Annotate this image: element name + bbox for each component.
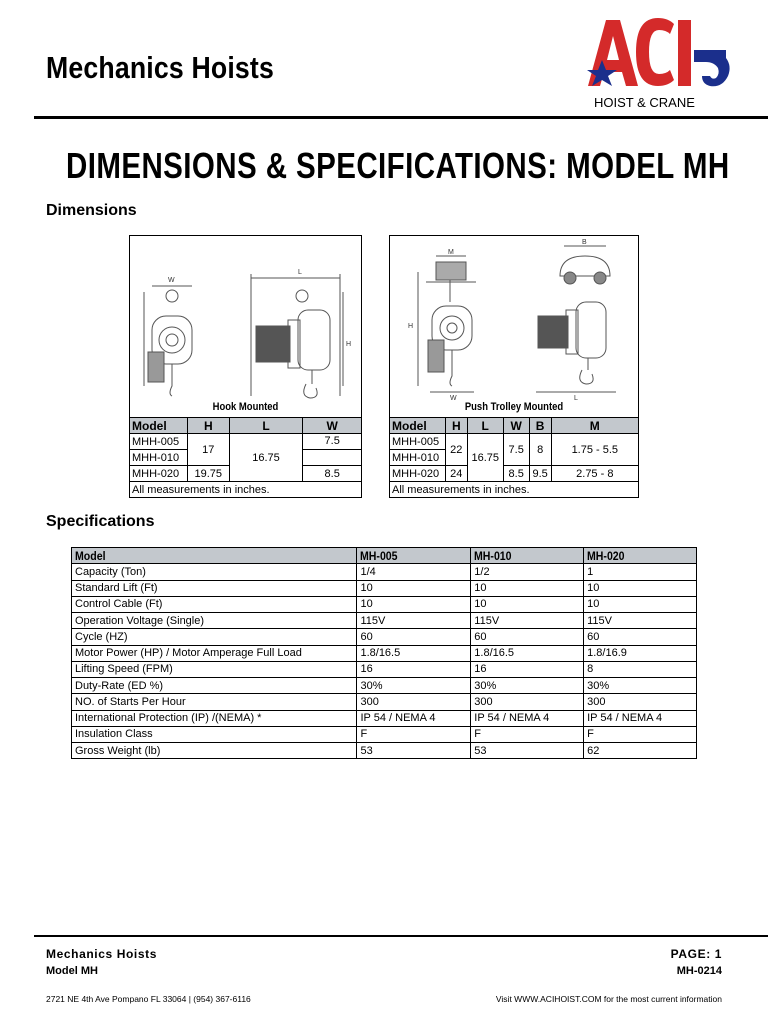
spec-value-cell: F <box>357 726 471 742</box>
table-row <box>72 694 697 710</box>
measurement-note: All measurements in inches. <box>390 482 639 498</box>
table-row: MHH-005 17 16.75 7.5 <box>130 434 362 450</box>
col-l: L <box>467 418 503 434</box>
spec-value-cell: 30% <box>357 678 471 694</box>
spec-label-cell: Cycle (HZ) <box>72 629 357 645</box>
table-row <box>72 645 697 661</box>
hook-mounted-caption: Hook Mounted <box>212 401 279 413</box>
spec-label-cell: Motor Power (HP) / Motor Amperage Full Load <box>72 645 357 661</box>
spec-value-cell: 60 <box>584 629 697 645</box>
dimensions-label: Dimensions <box>46 202 137 219</box>
spec-value-cell: 10 <box>357 596 471 612</box>
col-w: W <box>503 418 529 434</box>
spec-label-cell: Insulation Class <box>72 726 357 742</box>
spec-value-cell: 16 <box>471 661 584 677</box>
table-row <box>72 743 697 759</box>
spec-value-cell: 1.8/16.5 <box>471 645 584 661</box>
table-row: MHH-010 <box>130 450 362 466</box>
spec-label-cell: NO. of Starts Per Hour <box>72 694 357 710</box>
svg-text:B: B <box>582 239 587 246</box>
svg-text:W: W <box>450 395 457 402</box>
table-row <box>72 596 697 612</box>
page-number: PAGE: 1 <box>670 947 722 961</box>
spec-label-cell: International Protection (IP) /(NEMA) * <box>72 710 357 726</box>
page-title: DIMENSIONS & SPECIFICATIONS: MODEL MH <box>66 145 730 186</box>
hook-mounted-panel <box>129 235 362 498</box>
spec-value-cell: 10 <box>471 580 584 596</box>
spec-value-cell: IP 54 / NEMA 4 <box>471 710 584 726</box>
table-row <box>72 580 697 596</box>
logo-subtitle: HOIST & CRANE <box>594 95 695 110</box>
spec-value-cell: 1/2 <box>471 564 584 580</box>
spec-value-cell: 60 <box>471 629 584 645</box>
table-row <box>72 613 697 629</box>
col-model: Model <box>130 418 188 434</box>
spec-value-cell: 16 <box>357 661 471 677</box>
spec-label-cell: Standard Lift (Ft) <box>72 580 357 596</box>
spec-value-cell: F <box>471 726 584 742</box>
svg-text:H: H <box>408 323 414 330</box>
table-row <box>72 629 697 645</box>
footer-model: Model MH <box>46 965 98 977</box>
spec-label-cell: Lifting Speed (FPM) <box>72 661 357 677</box>
svg-text:W: W <box>168 277 175 284</box>
push-trolley-panel <box>389 235 639 498</box>
svg-text:L: L <box>298 269 302 276</box>
spec-value-cell: 10 <box>471 596 584 612</box>
table-row <box>72 678 697 694</box>
table-row <box>72 661 697 677</box>
spec-value-cell: 53 <box>471 743 584 759</box>
spec-value-cell: 1/4 <box>357 564 471 580</box>
push-trolley-caption: Push Trolley Mounted <box>464 401 564 413</box>
hook-mounted-table <box>129 417 362 498</box>
spec-value-cell: 10 <box>584 596 697 612</box>
svg-text:H: H <box>346 341 352 348</box>
table-row: MHH-020 24 8.5 9.5 2.75 - 8 <box>390 466 639 482</box>
spec-value-cell: 30% <box>584 678 697 694</box>
push-trolley-table <box>389 417 639 498</box>
table-row: MHH-005 22 16.75 7.5 8 1.75 - 5.5 <box>390 434 639 450</box>
footer-brand: Mechanics Hoists <box>46 947 157 961</box>
spec-label-cell: Control Cable (Ft) <box>72 596 357 612</box>
spec-label-cell: Gross Weight (lb) <box>72 743 357 759</box>
spec-label-cell: Duty-Rate (ED %) <box>72 678 357 694</box>
spec-value-cell: IP 54 / NEMA 4 <box>357 710 471 726</box>
measurement-note: All measurements in inches. <box>130 482 362 498</box>
col-model: Model <box>390 418 446 434</box>
spec-value-cell: 1.8/16.5 <box>357 645 471 661</box>
col-model: Model <box>72 548 357 564</box>
col-mh-005: MH-005 <box>357 548 471 564</box>
table-row <box>72 710 697 726</box>
footer-rule <box>34 935 768 937</box>
col-h: H <box>187 418 229 434</box>
svg-text:L: L <box>574 395 578 402</box>
company-logo <box>586 14 736 114</box>
document-code: MH-0214 <box>676 965 722 977</box>
spec-value-cell: 115V <box>584 613 697 629</box>
spec-value-cell: 8 <box>584 661 697 677</box>
spec-value-cell: 1 <box>584 564 697 580</box>
table-row <box>72 564 697 580</box>
specifications-table <box>71 547 697 759</box>
col-mh-010: MH-010 <box>471 548 584 564</box>
footer-website-note: Visit WWW.ACIHOIST.COM for the most current information <box>495 994 722 1004</box>
spec-value-cell: 30% <box>471 678 584 694</box>
spec-value-cell: 53 <box>357 743 471 759</box>
header-title: Mechanics Hoists <box>46 50 274 85</box>
col-h: H <box>445 418 467 434</box>
spec-value-cell: 115V <box>357 613 471 629</box>
table-row <box>72 726 697 742</box>
spec-value-cell: 300 <box>357 694 471 710</box>
specifications-label: Specifications <box>46 513 155 530</box>
spec-value-cell: 1.8/16.9 <box>584 645 697 661</box>
header-rule <box>34 116 768 119</box>
spec-label-cell: Capacity (Ton) <box>72 564 357 580</box>
col-m: M <box>551 418 638 434</box>
svg-text:M: M <box>448 249 454 256</box>
col-mh-020: MH-020 <box>584 548 697 564</box>
col-l: L <box>229 418 303 434</box>
spec-value-cell: 60 <box>357 629 471 645</box>
spec-value-cell: 115V <box>471 613 584 629</box>
footer-address: 2721 NE 4th Ave Pompano FL 33064 | (954) 367-6116 <box>46 994 251 1004</box>
spec-value-cell: 10 <box>584 580 697 596</box>
spec-value-cell: F <box>584 726 697 742</box>
col-w: W <box>303 418 362 434</box>
hook-mounted-drawing <box>130 236 361 419</box>
spec-value-cell: 10 <box>357 580 471 596</box>
spec-label-cell: Operation Voltage (Single) <box>72 613 357 629</box>
spec-value-cell: 300 <box>584 694 697 710</box>
spec-value-cell: IP 54 / NEMA 4 <box>584 710 697 726</box>
table-row: MHH-020 19.75 8.5 <box>130 466 362 482</box>
col-b: B <box>529 418 551 434</box>
spec-value-cell: 300 <box>471 694 584 710</box>
push-trolley-drawing <box>390 236 638 419</box>
table-row: MHH-010 <box>390 450 639 466</box>
spec-value-cell: 62 <box>584 743 697 759</box>
